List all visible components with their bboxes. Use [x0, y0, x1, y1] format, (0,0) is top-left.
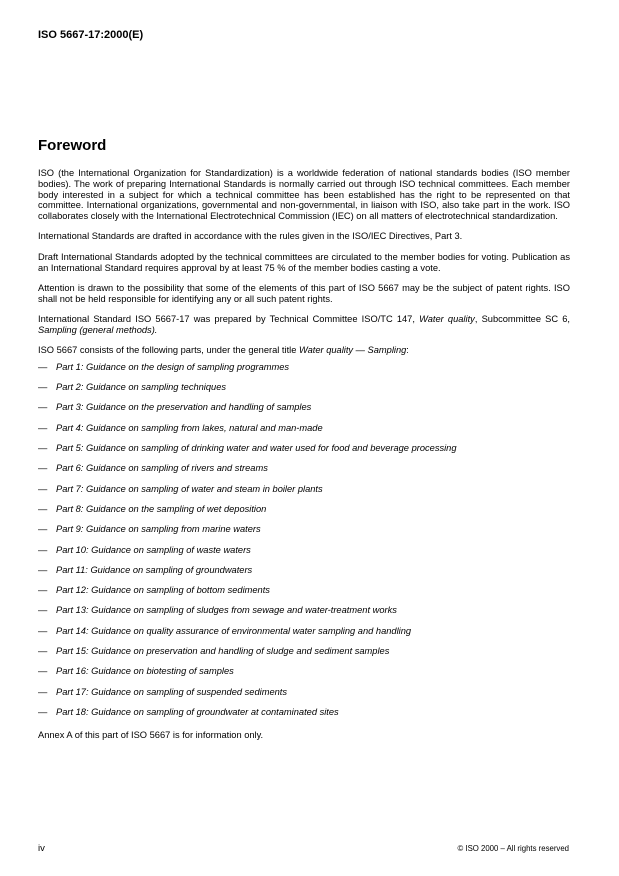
list-item [38, 504, 570, 524]
copyright-notice: © ISO 2000 – All rights reserved [457, 844, 569, 853]
committee-text-d: Sampling (general methods). [38, 324, 158, 335]
list-item [38, 463, 570, 483]
list-item [38, 362, 570, 382]
dash-bullet: — [38, 503, 48, 514]
part-title: Part 7: Guidance on sampling of water and steam in boiler plants [56, 483, 323, 494]
part-title: Part 11: Guidance on sampling of groundwaters [56, 564, 253, 575]
list-item [38, 585, 570, 605]
dash-bullet: — [38, 625, 48, 636]
part-title: Part 15: Guidance on preservation and handling of sludge and sediment samples [56, 646, 390, 657]
dash-bullet: — [38, 686, 48, 697]
part-title: Part 4: Guidance on sampling from lakes, natural and man-made [56, 422, 323, 433]
part-title: Part 2: Guidance on sampling techniques [56, 382, 227, 393]
dash-bullet: — [38, 564, 48, 575]
part-title: Part 18: Guidance on sampling of groundwater at contaminated sites [56, 706, 339, 717]
part-title: Part 9: Guidance on sampling from marine waters [56, 524, 261, 535]
list-item [38, 646, 570, 666]
part-title: Part 5: Guidance on sampling of drinking water and water used for food and beverage processing [56, 443, 457, 454]
part-title: Part 12: Guidance on sampling of bottom sediments [56, 585, 270, 596]
foreword-body [38, 168, 570, 751]
list-item [38, 605, 570, 625]
list-item [38, 687, 570, 707]
parts-list [38, 362, 570, 727]
committee-text-c: , Subcommittee SC 6, [474, 313, 571, 324]
paragraph-committee [38, 314, 570, 336]
dash-bullet: — [38, 382, 48, 393]
paragraph-patent: Attention is drawn to the possibility that some of the elements of this part of ISO 5667 may be the subject of patent rights. ISO shall not be held responsible for identifying any or all such patent rights. [38, 282, 570, 304]
list-item [38, 484, 570, 504]
list-item [38, 382, 570, 402]
part-title: Part 10: Guidance on sampling of waste waters [56, 544, 251, 555]
dash-bullet: — [38, 422, 48, 433]
parts-intro-b: Water quality — Sampling [298, 345, 407, 356]
list-item [38, 545, 570, 565]
dash-bullet: — [38, 443, 48, 454]
page-number: iv [38, 843, 45, 854]
dash-bullet: — [38, 483, 48, 494]
part-title: Part 1: Guidance on the design of sampling programmes [56, 361, 290, 372]
part-title: Part 17: Guidance on sampling of suspended sediments [56, 686, 288, 697]
document-id-header: ISO 5667-17:2000(E) [38, 29, 144, 41]
part-title: Part 13: Guidance on sampling of sludges from sewage and water-treatment works [56, 605, 397, 616]
paragraph-annex: Annex A of this part of ISO 5667 is for information only. [38, 730, 264, 741]
part-title: Part 16: Guidance on biotesting of samples [56, 666, 234, 677]
paragraph-directives: International Standards are drafted in accordance with the rules given in the ISO/IEC Directives, Part 3. [38, 231, 463, 242]
dash-bullet: — [38, 585, 48, 596]
dash-bullet: — [38, 666, 48, 677]
parts-intro-a: ISO 5667 consists of the following parts, under the general title [38, 345, 299, 356]
paragraph-iso-description: ISO (the International Organization for Standardization) is a worldwide federation of national standards bodies (ISO member bodies). The work of preparing International Standards is normally carried out through ISO technical committees. Each member body interested in a subject for which a technical committee has been established has the right to be represented on that committee. International organizations, governmental and non-governmental, in liaison with ISO, also take part in the work. ISO collaborates closely with the International Electrotechnical Commission (IEC) on all matters of electrotechnical standardization. [38, 168, 570, 222]
part-title: Part 6: Guidance on sampling of rivers and streams [56, 463, 268, 474]
list-item [38, 707, 570, 727]
list-item [38, 524, 570, 544]
dash-bullet: — [38, 463, 48, 474]
list-item [38, 666, 570, 686]
list-item [38, 626, 570, 646]
dash-bullet: — [38, 402, 48, 413]
part-title: Part 3: Guidance on the preservation and handling of samples [56, 402, 312, 413]
list-item [38, 423, 570, 443]
list-item [38, 565, 570, 585]
dash-bullet: — [38, 646, 48, 657]
paragraph-voting: Draft International Standards adopted by the technical committees are circulated to the member bodies for voting. Publication as an International Standard requires approval by at least 75 % of the member bodies casting a vote. [38, 251, 570, 273]
dash-bullet: — [38, 544, 48, 555]
dash-bullet: — [38, 361, 48, 372]
committee-text-b: Water quality [419, 313, 475, 324]
list-item [38, 402, 570, 422]
dash-bullet: — [38, 524, 48, 535]
dash-bullet: — [38, 605, 48, 616]
parts-intro-c: : [406, 345, 409, 356]
part-title: Part 14: Guidance on quality assurance of environmental water sampling and handling [56, 625, 412, 636]
dash-bullet: — [38, 706, 48, 717]
page-title: Foreword [38, 137, 107, 154]
committee-text-a: International Standard ISO 5667-17 was prepared by Technical Committee ISO/TC 147, [38, 313, 420, 324]
part-title: Part 8: Guidance on the sampling of wet deposition [56, 503, 267, 514]
paragraph-parts-intro [38, 345, 570, 356]
list-item [38, 443, 570, 463]
